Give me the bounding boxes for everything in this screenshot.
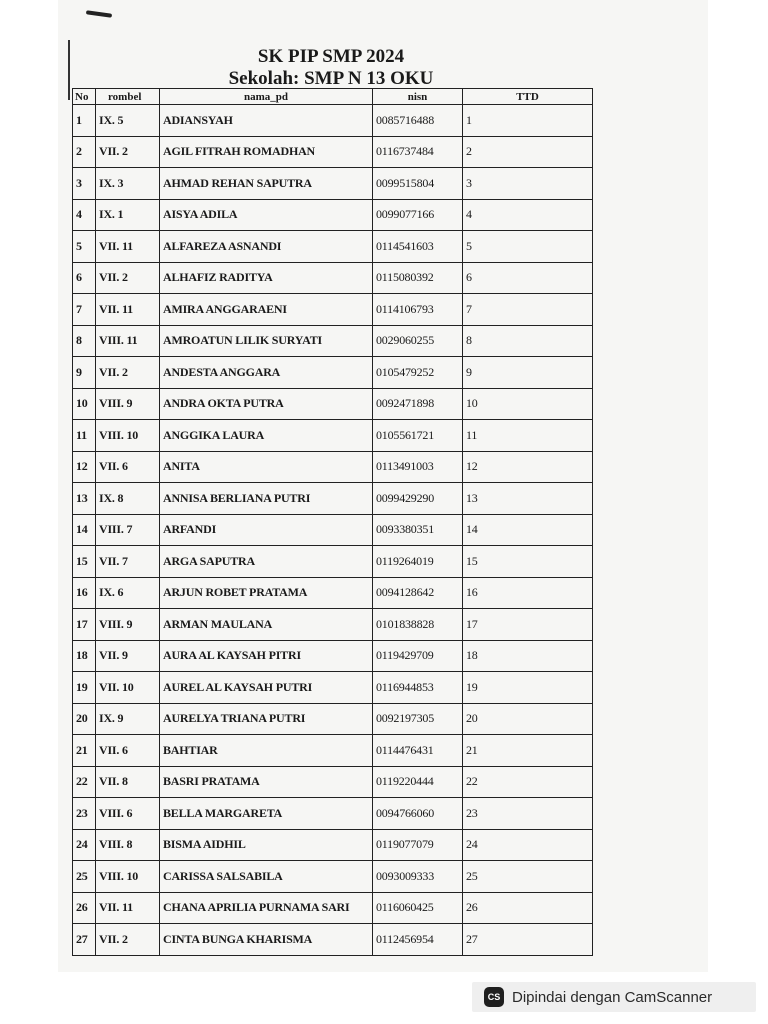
cell-no: 25 [73, 861, 96, 893]
cell-ttd: 24 [463, 829, 593, 861]
cell-ttd: 21 [463, 735, 593, 767]
header-rombel: rombel [96, 89, 160, 105]
cell-ttd: 6 [463, 262, 593, 294]
cell-ttd: 9 [463, 357, 593, 389]
table-row [73, 546, 593, 578]
cell-ttd: 8 [463, 325, 593, 357]
cell-nisn: 0085716488 [373, 105, 463, 137]
cell-nama-pd: AGIL FITRAH ROMADHAN [160, 136, 373, 168]
cell-nisn: 0093380351 [373, 514, 463, 546]
table-row [73, 703, 593, 735]
cell-nisn: 0094128642 [373, 577, 463, 609]
cell-rombel: VII. 2 [96, 262, 160, 294]
cell-nama-pd: AHMAD REHAN SAPUTRA [160, 168, 373, 200]
cell-no: 4 [73, 199, 96, 231]
cell-ttd: 16 [463, 577, 593, 609]
cell-nisn: 0119264019 [373, 546, 463, 578]
table-row [73, 199, 593, 231]
cell-nama-pd: BASRI PRATAMA [160, 766, 373, 798]
cell-nama-pd: AISYA ADILA [160, 199, 373, 231]
cell-no: 10 [73, 388, 96, 420]
table-row [73, 640, 593, 672]
cell-ttd: 25 [463, 861, 593, 893]
cell-no: 14 [73, 514, 96, 546]
cell-no: 20 [73, 703, 96, 735]
cell-nama-pd: ALFAREZA ASNANDI [160, 231, 373, 263]
cell-nama-pd: ARFANDI [160, 514, 373, 546]
cell-nisn: 0115080392 [373, 262, 463, 294]
table-row [73, 829, 593, 861]
cell-no: 27 [73, 924, 96, 956]
cell-nisn: 0092471898 [373, 388, 463, 420]
table-row [73, 483, 593, 515]
cell-nama-pd: ARJUN ROBET PRATAMA [160, 577, 373, 609]
table-header [73, 89, 593, 105]
school-name: Sekolah: SMP N 13 OKU [228, 68, 434, 89]
cell-ttd: 13 [463, 483, 593, 515]
cell-no: 19 [73, 672, 96, 704]
table-row [73, 105, 593, 137]
table-row [73, 861, 593, 893]
cell-rombel: IX. 1 [96, 199, 160, 231]
cell-nama-pd: AUREL AL KAYSAH PUTRI [160, 672, 373, 704]
cell-ttd: 26 [463, 892, 593, 924]
cell-rombel: VII. 2 [96, 924, 160, 956]
cell-rombel: IX. 6 [96, 577, 160, 609]
cell-nisn: 0092197305 [373, 703, 463, 735]
cell-nisn: 0099515804 [373, 168, 463, 200]
table-row [73, 294, 593, 326]
table-row [73, 924, 593, 956]
cell-no: 3 [73, 168, 96, 200]
table-row [73, 609, 593, 641]
cell-nama-pd: CHANA APRILIA PURNAMA SARI [160, 892, 373, 924]
header-no: No [73, 89, 96, 105]
cell-rombel: VIII. 9 [96, 609, 160, 641]
cell-nama-pd: ADIANSYAH [160, 105, 373, 137]
cell-ttd: 19 [463, 672, 593, 704]
table-row [73, 262, 593, 294]
cell-nisn: 0099429290 [373, 483, 463, 515]
cell-rombel: VIII. 10 [96, 861, 160, 893]
table-row [73, 892, 593, 924]
cell-ttd: 4 [463, 199, 593, 231]
table-row [73, 136, 593, 168]
cell-nama-pd: ANGGIKA LAURA [160, 420, 373, 452]
table-row [73, 451, 593, 483]
cell-nama-pd: BISMA AIDHIL [160, 829, 373, 861]
cell-rombel: VII. 2 [96, 357, 160, 389]
cell-no: 18 [73, 640, 96, 672]
header-row [73, 89, 593, 105]
cell-rombel: VII. 2 [96, 136, 160, 168]
cell-no: 11 [73, 420, 96, 452]
cell-no: 16 [73, 577, 96, 609]
cell-nama-pd: AMIRA ANGGARAENI [160, 294, 373, 326]
cell-nisn: 0116944853 [373, 672, 463, 704]
cell-ttd: 27 [463, 924, 593, 956]
cell-nama-pd: CINTA BUNGA KHARISMA [160, 924, 373, 956]
cell-ttd: 7 [463, 294, 593, 326]
cell-ttd: 10 [463, 388, 593, 420]
cell-nisn: 0116737484 [373, 136, 463, 168]
cell-nama-pd: ALHAFIZ RADITYA [160, 262, 373, 294]
cell-no: 21 [73, 735, 96, 767]
cell-rombel: VIII. 6 [96, 798, 160, 830]
cell-rombel: VII. 11 [96, 231, 160, 263]
table-row [73, 325, 593, 357]
table-row [73, 168, 593, 200]
cell-ttd: 23 [463, 798, 593, 830]
table-row [73, 357, 593, 389]
student-table [72, 88, 593, 956]
cell-nisn: 0094766060 [373, 798, 463, 830]
camscanner-watermark [472, 982, 756, 1012]
document-title: SK PIP SMP 2024 [257, 46, 405, 67]
table-row [73, 420, 593, 452]
cell-nama-pd: ARMAN MAULANA [160, 609, 373, 641]
cell-rombel: IX. 9 [96, 703, 160, 735]
cell-rombel: VII. 6 [96, 451, 160, 483]
cell-rombel: VIII. 11 [96, 325, 160, 357]
cell-rombel: VIII. 8 [96, 829, 160, 861]
cell-rombel: VII. 11 [96, 294, 160, 326]
cell-no: 22 [73, 766, 96, 798]
cell-nisn: 0093009333 [373, 861, 463, 893]
table-row [73, 735, 593, 767]
cell-no: 8 [73, 325, 96, 357]
cell-nisn: 0119220444 [373, 766, 463, 798]
cell-nama-pd: ANDESTA ANGGARA [160, 357, 373, 389]
table-row [73, 231, 593, 263]
cell-nama-pd: ANITA [160, 451, 373, 483]
cell-nama-pd: BAHTIAR [160, 735, 373, 767]
cell-ttd: 15 [463, 546, 593, 578]
cell-no: 26 [73, 892, 96, 924]
cell-rombel: IX. 3 [96, 168, 160, 200]
cell-nama-pd: AURA AL KAYSAH PITRI [160, 640, 373, 672]
cell-rombel: VII. 7 [96, 546, 160, 578]
cell-nama-pd: CARISSA SALSABILA [160, 861, 373, 893]
cell-rombel: VII. 11 [96, 892, 160, 924]
cell-ttd: 2 [463, 136, 593, 168]
header-nama-pd: nama_pd [160, 89, 373, 105]
cell-rombel: IX. 8 [96, 483, 160, 515]
table-row [73, 766, 593, 798]
cell-ttd: 22 [463, 766, 593, 798]
header-nisn: nisn [373, 89, 463, 105]
cell-nama-pd: ARGA SAPUTRA [160, 546, 373, 578]
camscanner-logo-text: CS [487, 992, 501, 1002]
cell-nisn: 0099077166 [373, 199, 463, 231]
cell-ttd: 5 [463, 231, 593, 263]
cell-no: 23 [73, 798, 96, 830]
cell-rombel: IX. 5 [96, 105, 160, 137]
cell-ttd: 17 [463, 609, 593, 641]
cell-no: 12 [73, 451, 96, 483]
cell-nama-pd: ANNISA BERLIANA PUTRI [160, 483, 373, 515]
header-ttd: TTD [463, 89, 593, 105]
cell-rombel: VII. 8 [96, 766, 160, 798]
cell-nisn: 0114476431 [373, 735, 463, 767]
cell-nisn: 0116060425 [373, 892, 463, 924]
cell-ttd: 12 [463, 451, 593, 483]
table-row [73, 388, 593, 420]
cell-rombel: VII. 6 [96, 735, 160, 767]
cell-nisn: 0101838828 [373, 609, 463, 641]
cell-no: 13 [73, 483, 96, 515]
cell-nama-pd: BELLA MARGARETA [160, 798, 373, 830]
cell-rombel: VII. 9 [96, 640, 160, 672]
cell-nama-pd: AURELYA TRIANA PUTRI [160, 703, 373, 735]
cell-ttd: 18 [463, 640, 593, 672]
cell-ttd: 20 [463, 703, 593, 735]
table-row [73, 798, 593, 830]
cell-no: 1 [73, 105, 96, 137]
cell-rombel: VIII. 9 [96, 388, 160, 420]
cell-rombel: VIII. 7 [96, 514, 160, 546]
cell-no: 7 [73, 294, 96, 326]
cell-no: 17 [73, 609, 96, 641]
cell-no: 15 [73, 546, 96, 578]
cell-nisn: 0119077079 [373, 829, 463, 861]
cell-no: 2 [73, 136, 96, 168]
table-row [73, 577, 593, 609]
cell-nisn: 0114541603 [373, 231, 463, 263]
cell-nisn: 0105479252 [373, 357, 463, 389]
cell-no: 9 [73, 357, 96, 389]
cell-nisn: 0112456954 [373, 924, 463, 956]
table-row [73, 672, 593, 704]
cell-no: 24 [73, 829, 96, 861]
cell-rombel: VIII. 10 [96, 420, 160, 452]
table-body [73, 105, 593, 956]
cell-nisn: 0114106793 [373, 294, 463, 326]
cell-ttd: 3 [463, 168, 593, 200]
cell-nisn: 0113491003 [373, 451, 463, 483]
cell-nisn: 0119429709 [373, 640, 463, 672]
cell-rombel: VII. 10 [96, 672, 160, 704]
cell-no: 6 [73, 262, 96, 294]
table-row [73, 514, 593, 546]
camscanner-logo-icon [484, 987, 504, 1007]
cell-ttd: 11 [463, 420, 593, 452]
cell-nisn: 0105561721 [373, 420, 463, 452]
watermark-label: Dipindai dengan CamScanner [512, 988, 713, 1006]
cell-ttd: 1 [463, 105, 593, 137]
cell-no: 5 [73, 231, 96, 263]
cell-ttd: 14 [463, 514, 593, 546]
cell-nama-pd: AMROATUN LILIK SURYATI [160, 325, 373, 357]
cell-nisn: 0029060255 [373, 325, 463, 357]
cell-nama-pd: ANDRA OKTA PUTRA [160, 388, 373, 420]
